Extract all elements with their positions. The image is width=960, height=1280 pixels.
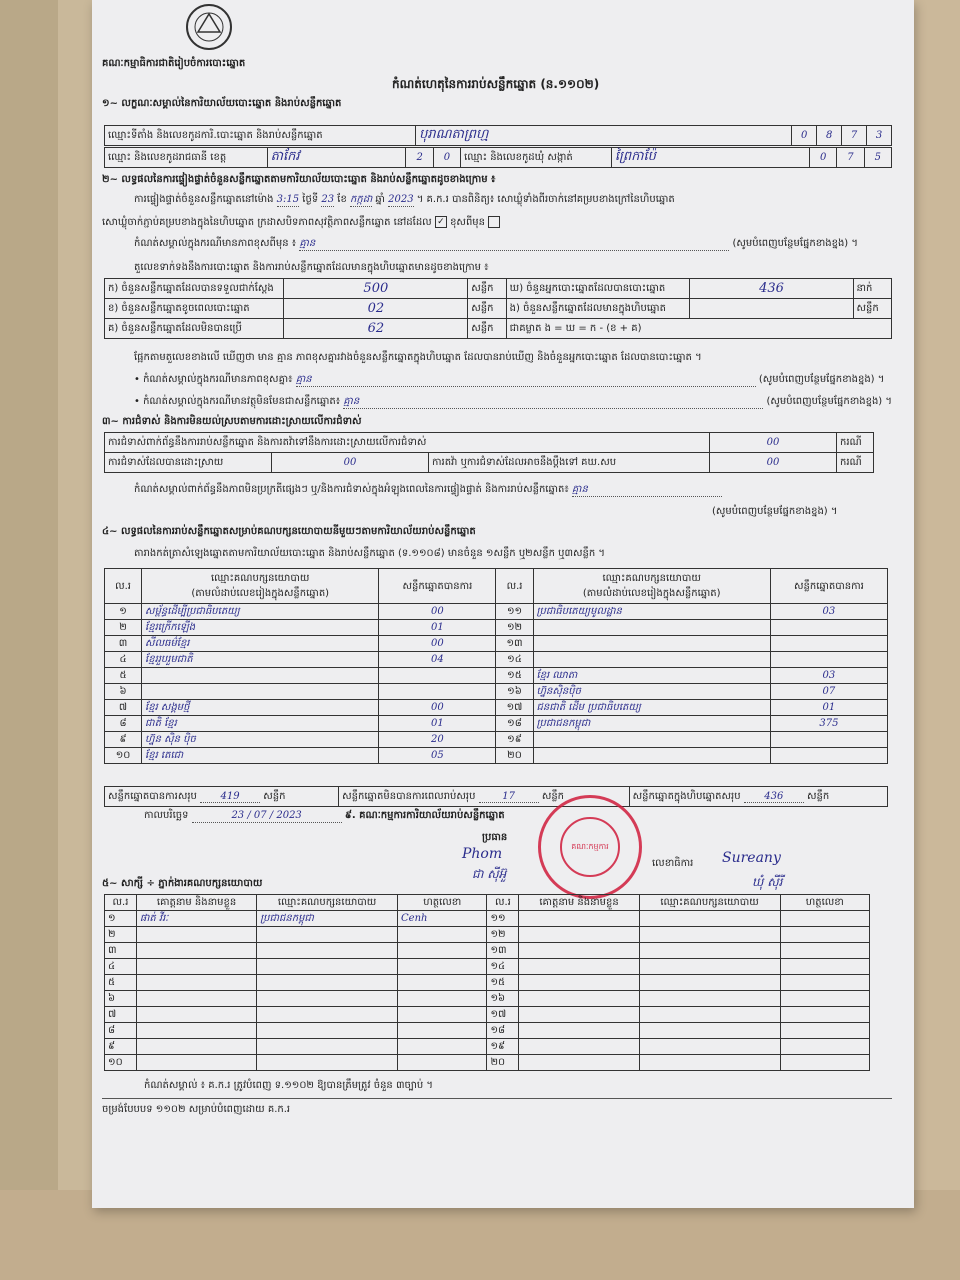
irregularity-hint: (សូមបំពេញបន្ថែមផ្នែកខាងខ្នង) ។ xyxy=(712,506,838,517)
party-votes xyxy=(770,636,887,652)
bullet1-line xyxy=(134,374,894,387)
party-votes: 04 xyxy=(379,652,496,668)
witness-name xyxy=(519,943,639,959)
party-name: ខ្មែររួបរួមជាតិ xyxy=(142,652,379,668)
table-row xyxy=(105,620,888,636)
irregularity-value: គ្មាន xyxy=(572,484,722,497)
party-votes: 05 xyxy=(379,748,496,764)
voters-label: ឃ) ចំនួនអ្នកបោះឆ្នោតដែលបានបោះឆ្នោត xyxy=(506,279,690,299)
witness-party xyxy=(639,959,780,975)
witness-signature xyxy=(780,959,869,975)
party-name: ខ្មែរក្រើកឡើង xyxy=(142,620,379,636)
emblem-icon xyxy=(184,2,234,52)
province-code-digit: 2 xyxy=(406,148,433,168)
party-votes xyxy=(770,732,887,748)
chair-name: ជា ស៊ីអ៊ួ xyxy=(472,867,507,881)
witness-row xyxy=(105,911,870,927)
witness-name xyxy=(136,975,256,991)
same-checkbox[interactable]: ✓ xyxy=(435,216,447,228)
col-votes: សន្លឹកឆ្នោតបានការ xyxy=(770,569,887,604)
bullet2-hint: (សូមបំពេញបន្ថែមផ្នែកខាងខ្នង) ។ xyxy=(766,396,892,407)
ballots-in-box-label: ង) ចំនួនសន្លឹកឆ្នោតដែលមានក្នុងហិបឆ្នោត xyxy=(506,299,690,319)
party-votes: 03 xyxy=(770,604,887,620)
party-no: ១០ xyxy=(105,748,142,764)
diff-note-value: គ្មាន xyxy=(299,238,729,251)
unit: សន្លឹក xyxy=(263,791,286,802)
witness-no: ៧ xyxy=(105,1007,137,1023)
bullet1-hint: (សូមបំពេញបន្ថែមផ្នែកខាងខ្នង) ។ xyxy=(758,374,885,385)
party-votes: 03 xyxy=(770,668,887,684)
verify-day-label: ថ្ងៃទី xyxy=(302,194,319,205)
seal-text: សោឃ្លុំចាក់ភ្ជាប់គម្របខាងក្នុងនៃហិបឆ្នោត ក្រដាសបិទភាពសុវត្ថិភាពសន្លឹកឆ្នោត នៅដដែល xyxy=(102,217,432,228)
witness-name xyxy=(136,991,256,1007)
party-no: ៨ xyxy=(105,716,142,732)
witness-no: ៦ xyxy=(105,991,137,1007)
table-row xyxy=(105,716,888,732)
witness-signature xyxy=(398,943,487,959)
commune-code-digit: 5 xyxy=(864,148,891,168)
party-name: ជាតិ ខ្មែរ xyxy=(142,716,379,732)
witness-row xyxy=(105,991,870,1007)
section4-subline: តារាងកត់ត្រាសំឡេងឆ្នោតតាមការិយាល័យបោះឆ្នោត និងរាប់សន្លឹកឆ្នោត (ទ.១១០៨) មានចំនួន ១សន្លឹក ឬ២សន្លឹក ឬ៣សន្លឹក ។ xyxy=(134,548,606,559)
bullet1-value: គ្មាន xyxy=(296,374,756,387)
code-digit: 7 xyxy=(842,126,867,146)
unused-label: គ) ចំនួនសន្លឹកឆ្នោតដែលមិនបានប្រើ xyxy=(105,319,284,339)
objections-table xyxy=(104,432,874,473)
verification-line xyxy=(134,194,675,207)
witness-name xyxy=(136,1055,256,1071)
witness-no: ១០ xyxy=(105,1055,137,1071)
witness-signature xyxy=(398,959,487,975)
date-value: 23 / 07 / 2023 xyxy=(192,810,342,823)
changed-checkbox[interactable] xyxy=(488,216,500,228)
party-no: ១៥ xyxy=(496,668,533,684)
witness-name xyxy=(136,959,256,975)
unit: សន្លឹក xyxy=(853,299,891,319)
footer-divider xyxy=(102,1098,892,1099)
row1-value: បុរាណតាព្រហ្ម xyxy=(416,126,792,146)
witness-name: ផាត់ វីរៈ xyxy=(136,911,256,927)
commune-value: ព្រៃកាប៉ែ xyxy=(611,148,809,168)
party-no: ១ xyxy=(105,604,142,620)
party-name xyxy=(142,684,379,700)
witness-row xyxy=(105,1055,870,1071)
code-digit: 0 xyxy=(792,126,817,146)
witness-row xyxy=(105,1023,870,1039)
date-line xyxy=(144,810,505,823)
code-digit: 8 xyxy=(817,126,842,146)
witness-name xyxy=(519,959,639,975)
party-no: ៥ xyxy=(105,668,142,684)
total-invalid-label: សន្លឹកឆ្នោតមិនបានការពេលរាប់សរុប xyxy=(342,791,476,802)
table-row xyxy=(105,700,888,716)
party-no: ១៨ xyxy=(496,716,533,732)
witness-no: ១៤ xyxy=(487,959,519,975)
witness-signature xyxy=(398,1023,487,1039)
total-invalid-value: 17 xyxy=(479,791,539,803)
witness-no: ១៥ xyxy=(487,975,519,991)
witness-col-sign: ហត្ថលេខា xyxy=(398,895,487,911)
col-party xyxy=(533,569,770,604)
party-name xyxy=(533,748,770,764)
party-no: ១៤ xyxy=(496,652,533,668)
diff-note-hint: (សូមបំពេញបន្ថែមផ្នែកខាងខ្នង) ។ xyxy=(732,238,858,249)
spoiled-value: 02 xyxy=(284,299,468,319)
wall-left xyxy=(0,0,58,1280)
verify-day: 23 xyxy=(321,194,335,205)
stamp-inner: គណៈកម្មការ xyxy=(560,817,620,877)
unit: សន្លឹក xyxy=(468,299,506,319)
party-name: ប្រជាជនកម្ពុជា xyxy=(533,716,770,732)
chair-signature: Phom xyxy=(462,846,503,862)
party-name xyxy=(533,620,770,636)
date-label: កាលបរិច្ឆេទ xyxy=(144,810,189,821)
unit: សន្លឹក xyxy=(468,319,506,339)
witness-no: ៩ xyxy=(105,1039,137,1055)
witness-name xyxy=(136,1023,256,1039)
bullet2-label: • កំណត់សម្គាល់ក្នុងករណីមានវត្ថុមិនមែនជាសន្លឹកឆ្នោត៖ xyxy=(134,396,341,407)
unit: នាក់ xyxy=(853,279,891,299)
witness-party xyxy=(257,991,398,1007)
witness-party xyxy=(257,927,398,943)
voters-value: 436 xyxy=(690,279,853,299)
witness-row xyxy=(105,975,870,991)
witness-no: ១៦ xyxy=(487,991,519,1007)
verify-month-label: ខែ xyxy=(337,194,347,205)
witness-name xyxy=(519,927,639,943)
verify-line-rest: ។ គ.ក.រ បានពិនិត្យ៖ សោឃ្លុំទាំងពីរចាក់នៅគម្របខាងក្រៅនៃហិបឆ្នោត xyxy=(416,194,675,205)
commune-code-digit: 0 xyxy=(810,148,837,168)
witness-name xyxy=(136,943,256,959)
witness-no: ១១ xyxy=(487,911,519,927)
witness-row xyxy=(105,927,870,943)
witness-no: ១៩ xyxy=(487,1039,519,1055)
witness-signature xyxy=(398,1007,487,1023)
province-value: តាកែវ xyxy=(267,148,406,168)
total-box-value: 436 xyxy=(744,791,804,803)
formula: ជាគម្លាត ង = ឃ = ក - (ខ + គ) xyxy=(506,319,891,339)
table-row xyxy=(105,652,888,668)
witness-no: ៤ xyxy=(105,959,137,975)
witness-party xyxy=(639,927,780,943)
witness-signature: Cenh xyxy=(398,911,487,927)
section4-heading: ៤~ លទ្ធផលនៃការរាប់សន្លឹកឆ្នោតសម្រាប់គណបក្សនយោបាយនីមួយៗតាមការិយាល័យរាប់សន្លឹកឆ្នោត xyxy=(102,526,476,537)
irregularity-label: កំណត់សម្គាល់ពាក់ព័ន្ធនឹងភាពមិនប្រក្រតីផ្សេងៗ ឬ/និងការជំទាស់ក្នុងអំឡុងពេលនៃការផ្ទៀងផ្ទាត់ និងការរាប់សន្លឹកឆ្នោត៖ xyxy=(134,484,569,495)
party-votes xyxy=(770,748,887,764)
witness-signature xyxy=(398,975,487,991)
irregularity-note xyxy=(134,484,722,497)
witness-no: ៥ xyxy=(105,975,137,991)
party-no: ២ xyxy=(105,620,142,636)
party-votes: 00 xyxy=(379,604,496,620)
party-votes xyxy=(770,620,887,636)
total-valid-label: សន្លឹកឆ្នោតបានការសរុប xyxy=(108,791,197,802)
page-title: កំណត់ហេតុនៃការរាប់សន្លឹកឆ្នោត (ន.១១០២) xyxy=(392,77,600,91)
witness-party xyxy=(639,1023,780,1039)
difference-check: ផ្អែកតាមតួលេខខាងលើ ឃើញថា មាន គ្មាន ភាពខុសគ្នារវាងចំនួនសន្លឹកឆ្នោតក្នុងហិបឆ្នោត ដែលបានរាប់ឃើញ និងចំនួនអ្នកបោះឆ្នោត ដែលបានបោះឆ្នោត ។ xyxy=(134,352,702,363)
col-party xyxy=(142,569,379,604)
witness-name xyxy=(136,1039,256,1055)
witness-signature xyxy=(780,1055,869,1071)
unit: សន្លឹក xyxy=(541,791,565,802)
witness-no: ១៨ xyxy=(487,1023,519,1039)
witness-signature xyxy=(780,991,869,1007)
witness-party xyxy=(639,991,780,1007)
witness-no: ១៧ xyxy=(487,1007,519,1023)
party-name: ជនជាតិ ដើម ប្រជាធិបតេយ្យ xyxy=(533,700,770,716)
witness-signature xyxy=(780,943,869,959)
party-name: ហ្វ៊ុន ស៊ិន ប៉ិច xyxy=(142,732,379,748)
col-party-sub: (តាមលំដាប់លេខរៀងក្នុងសន្លឹកឆ្នោត) xyxy=(582,588,721,599)
party-no: ៣ xyxy=(105,636,142,652)
party-name: សម្ព័ន្ធដើម្បីប្រជាធិបតេយ្យ xyxy=(142,604,379,620)
witness-signature xyxy=(398,1055,487,1071)
figures-table xyxy=(104,278,892,339)
witness-party xyxy=(639,1007,780,1023)
col-party-sub: (តាមលំដាប់លេខរៀងក្នុងសន្លឹកឆ្នោត) xyxy=(191,588,330,599)
code-digit: 3 xyxy=(867,126,892,146)
party-no: ១១ xyxy=(496,604,533,620)
section1-table-row2 xyxy=(104,147,892,168)
document-sheet xyxy=(92,0,914,1208)
total-valid-value: 419 xyxy=(200,791,260,803)
witness-no: ៨ xyxy=(105,1023,137,1039)
party-no: ១៣ xyxy=(496,636,533,652)
verify-month: កក្កដា xyxy=(350,194,373,205)
witness-table xyxy=(104,894,870,1071)
objections-value: 00 xyxy=(710,433,837,453)
witness-party xyxy=(639,1055,780,1071)
table-row xyxy=(105,748,888,764)
party-votes: 01 xyxy=(770,700,887,716)
spoiled-label: ខ) ចំនួនសន្លឹកឆ្នោតខូចពេលបោះឆ្នោត xyxy=(105,299,284,319)
party-name: ខ្មែរ ឈាតា xyxy=(533,668,770,684)
objections-label: ការជំទាស់ពាក់ព័ន្ធនឹងការរាប់សន្លឹកឆ្នោត និងការតវ៉ាទៅនឹងការដោះស្រាយលើការជំទាស់ xyxy=(105,433,710,453)
counting-committee: ៩. គណៈកម្មការការិយាល័យរាប់សន្លឹកឆ្នោត xyxy=(344,810,505,821)
witness-no: ១២ xyxy=(487,927,519,943)
witness-party xyxy=(257,1007,398,1023)
witness-name xyxy=(519,1007,639,1023)
party-no: ១៧ xyxy=(496,700,533,716)
diff-note-line xyxy=(134,238,894,251)
party-votes: 00 xyxy=(379,636,496,652)
col-no: ល.រ xyxy=(105,569,142,604)
witness-col-name: គោត្តនាម និងនាមខ្លួន xyxy=(519,895,639,911)
party-votes: 01 xyxy=(379,716,496,732)
appeal-label: ការតវ៉ា ឬការជំទាស់ដែលអាចនឹងប្តឹងទៅ គឃ.សប xyxy=(429,453,710,473)
secretary-name: ឃុំ ស៊ីរី xyxy=(752,875,783,889)
party-votes: 375 xyxy=(770,716,887,732)
witness-name xyxy=(136,927,256,943)
witness-party xyxy=(257,1039,398,1055)
party-no: ៩ xyxy=(105,732,142,748)
party-name: ខ្មែរ សង្គមថ្មី xyxy=(142,700,379,716)
received-value: 500 xyxy=(284,279,468,299)
verify-time-label: ការផ្ទៀងផ្ទាត់ចំនួនសន្លឹកឆ្នោតនៅម៉ោង xyxy=(134,194,274,205)
total-valid-cell xyxy=(105,787,339,807)
commune-code-digit: 7 xyxy=(837,148,864,168)
commune-label: ឈ្មោះ និងលេខកូដឃុំ សង្កាត់ xyxy=(461,148,612,168)
witness-row xyxy=(105,1007,870,1023)
party-votes xyxy=(379,668,496,684)
party-name xyxy=(142,668,379,684)
party-no: ១៩ xyxy=(496,732,533,748)
unit: សន្លឹក xyxy=(468,279,506,299)
party-name xyxy=(533,732,770,748)
witness-party xyxy=(639,943,780,959)
party-votes xyxy=(770,652,887,668)
row2-label: ឈ្មោះ និងលេខកូដរាជធានី ខេត្ត xyxy=(105,148,268,168)
witness-col-sign: ហត្ថលេខា xyxy=(780,895,869,911)
witness-signature xyxy=(398,1039,487,1055)
witness-signature xyxy=(780,1023,869,1039)
witness-no: ២ xyxy=(105,927,137,943)
witness-name xyxy=(136,1007,256,1023)
total-box-cell xyxy=(629,787,887,807)
witness-party xyxy=(639,1039,780,1055)
witness-name xyxy=(519,1023,639,1039)
case-unit: ករណី xyxy=(837,453,874,473)
party-votes xyxy=(379,684,496,700)
diff-note-label: កំណត់សម្គាល់ក្នុងករណីមានភាពខុសពីមុន ៖ xyxy=(134,238,297,249)
witness-name xyxy=(519,1055,639,1071)
table-row xyxy=(105,604,888,620)
witness-party xyxy=(257,1023,398,1039)
party-votes: 20 xyxy=(379,732,496,748)
section2-heading: ២~ លទ្ធផលនៃការផ្ទៀងផ្ទាត់ចំនួនសន្លឹកឆ្នោតតាមការិយាល័យបោះឆ្នោត និងរាប់សន្លឹកឆ្នោតដូចខាងក្រោម ៖ xyxy=(102,174,496,185)
case-unit: ករណី xyxy=(837,433,874,453)
witness-row xyxy=(105,1039,870,1055)
party-name xyxy=(533,636,770,652)
bullet1-label: • កំណត់សម្គាល់ក្នុងករណីមានភាពខុសគ្នា៖ xyxy=(134,374,293,385)
party-no: ៧ xyxy=(105,700,142,716)
party-name xyxy=(533,652,770,668)
party-votes: 00 xyxy=(379,700,496,716)
party-no: ១៦ xyxy=(496,684,533,700)
witness-col-no: ល.រ xyxy=(487,895,519,911)
table-row xyxy=(105,668,888,684)
col-party-label: ឈ្មោះគណបក្សនយោបាយ xyxy=(210,573,310,584)
table-row xyxy=(105,732,888,748)
witness-name xyxy=(519,911,639,927)
witness-signature xyxy=(780,1007,869,1023)
witness-signature xyxy=(780,1039,869,1055)
party-votes: 07 xyxy=(770,684,887,700)
witness-row xyxy=(105,943,870,959)
witness-col-name: គោត្តនាម និងនាមខ្លួន xyxy=(136,895,256,911)
witness-party xyxy=(639,975,780,991)
table-row xyxy=(105,636,888,652)
witness-no: ១៣ xyxy=(487,943,519,959)
province-code-digit: 0 xyxy=(433,148,460,168)
official-stamp xyxy=(538,795,642,899)
witness-name xyxy=(519,991,639,1007)
chair-label: ប្រធាន xyxy=(482,832,508,843)
figures-intro: តួលេខទាក់ទងនឹងការបោះឆ្នោត និងការរាប់សន្លឹកឆ្នោតដែលមានក្នុងហិបឆ្នោតមានដូចខាងក្រោម ៖ xyxy=(134,262,489,273)
unused-value: 62 xyxy=(284,319,468,339)
table-row xyxy=(105,684,888,700)
bullet2-line xyxy=(134,396,894,409)
seal-line xyxy=(102,216,500,229)
col-party-label: ឈ្មោះគណបក្សនយោបាយ xyxy=(602,573,701,584)
witness-col-party: ឈ្មោះគណបក្សនយោបាយ xyxy=(639,895,780,911)
witness-col-party: ឈ្មោះគណបក្សនយោបាយ xyxy=(257,895,398,911)
witness-signature xyxy=(780,927,869,943)
witness-party xyxy=(257,1055,398,1071)
totals-table xyxy=(104,786,888,807)
witness-party xyxy=(639,911,780,927)
resolved-value: 00 xyxy=(272,453,429,473)
col-votes: សន្លឹកឆ្នោតបានការ xyxy=(379,569,496,604)
party-no: ២០ xyxy=(496,748,533,764)
resolved-label: ការជំទាស់ដែលបានដោះស្រាយ xyxy=(105,453,272,473)
footer-text: ចម្រង់បែបបទ ១១០២ សម្រាប់បំពេញដោយ គ.ក.រ xyxy=(102,1104,291,1115)
verify-year-label: ឆ្នាំ xyxy=(375,194,385,205)
party-no: ៦ xyxy=(105,684,142,700)
witness-party xyxy=(257,943,398,959)
witness-party xyxy=(257,975,398,991)
witness-no: ១ xyxy=(105,911,137,927)
verify-time: 3:15 xyxy=(276,194,300,205)
changed-label: ខុសពីមុន xyxy=(450,217,485,228)
col-no: ល.រ xyxy=(496,569,533,604)
appeal-value: 00 xyxy=(710,453,837,473)
received-label: ក) ចំនួនសន្លឹកឆ្នោតដែលបានទទួលជាក់ស្តែង xyxy=(105,279,284,299)
witness-col-no: ល.រ xyxy=(105,895,137,911)
party-votes: 01 xyxy=(379,620,496,636)
party-name: ខ្មែរ តេជោ xyxy=(142,748,379,764)
results-table xyxy=(104,568,888,764)
party-no: ១២ xyxy=(496,620,533,636)
witness-party: ប្រជាជនកម្ពុជា xyxy=(257,911,398,927)
secretary-signature: Sureany xyxy=(722,850,781,866)
witness-signature xyxy=(398,927,487,943)
wall-right xyxy=(910,0,960,1280)
witness-signature xyxy=(780,975,869,991)
footnote: កំណត់សម្គាល់ ៖ គ.ក.រ ត្រូវបំពេញ ទ.១១០២ ឱ្យបានត្រឹមត្រូវ ចំនួន ៣ច្បាប់ ។ xyxy=(144,1080,433,1091)
section3-heading: ៣~ ការជំទាស់ និងការមិនយល់ស្របតាមការដោះស្រាយលើការជំទាស់ xyxy=(102,416,362,427)
party-name: ហ្វ៊ុនស៊ិនប៉ិច xyxy=(533,684,770,700)
witness-no: ៣ xyxy=(105,943,137,959)
witness-no: ២០ xyxy=(487,1055,519,1071)
witness-signature xyxy=(398,991,487,1007)
secretary-label: លេខាធិការ xyxy=(652,858,694,869)
party-no: ៤ xyxy=(105,652,142,668)
party-name: ប្រជាធិបតេយ្យមូលដ្ឋាន xyxy=(533,604,770,620)
witness-name xyxy=(519,975,639,991)
section1-table xyxy=(104,125,892,146)
witness-row xyxy=(105,959,870,975)
witness-signature xyxy=(780,911,869,927)
witness-party xyxy=(257,959,398,975)
verify-year: 2023 xyxy=(388,194,414,205)
section1-heading: ១~ លក្ខណៈសម្គាល់នៃការិយាល័យបោះឆ្នោត និងរាប់សន្លឹកឆ្នោត xyxy=(102,98,342,109)
party-name: សីលធម៌ខ្មែរ xyxy=(142,636,379,652)
total-box-label: សន្លឹកឆ្នោតក្នុងហិបឆ្នោតសរុប xyxy=(632,791,741,802)
bullet2-value: គ្មាន xyxy=(343,396,763,409)
section5-heading: ៥~ សាក្សី ÷ ភ្នាក់ងារគណបក្សនយោបាយ xyxy=(102,878,263,889)
witness-name xyxy=(519,1039,639,1055)
committee-name: គណៈកម្មាធិការជាតិរៀបចំការបោះឆ្នោត xyxy=(102,58,246,69)
unit: សន្លឹក xyxy=(806,791,830,802)
row1-label: ឈ្មោះទីតាំង និងលេខកូដការិ.បោះឆ្នោត និងរាប់សន្លឹកឆ្នោត xyxy=(105,126,416,146)
